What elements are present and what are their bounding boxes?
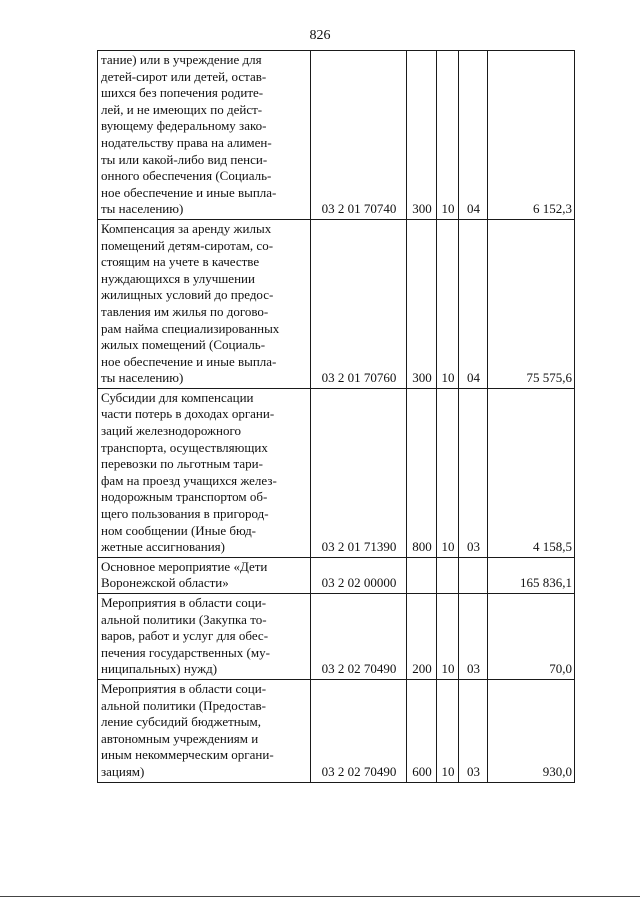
amount: 165 836,1 [488,557,575,593]
row-name: Мероприятия в области соци- альной политики (Закупка то- варов, работ и услуг для обес- печения государственных (му- ниципальных) нужд) [98,594,311,680]
target-article-code: 03 2 01 70760 [311,219,407,388]
table-row [98,219,575,388]
expense-type-code: 800 [407,388,437,557]
row-name: тание) или в учреждение для детей-сирот или детей, остав- шихся без попечения родите- лей, и не имеющих по дейст- вующему федеральному зако- нодательству права на алимен- ты или какой-либо вид пенси- онного обеспечения (Социаль- ное обеспечение и иные выпла- ты населению) [98,51,311,220]
subsection-code: 03 [459,679,488,782]
amount: 930,0 [488,679,575,782]
target-article-code: 03 2 02 70490 [311,679,407,782]
table-row [98,388,575,557]
section-code: 10 [437,594,459,680]
subsection-code: 03 [459,594,488,680]
amount: 75 575,6 [488,219,575,388]
subsection-code: 04 [459,219,488,388]
amount: 6 152,3 [488,51,575,220]
section-code: 10 [437,219,459,388]
table-row [98,594,575,680]
target-article-code: 03 2 01 70740 [311,51,407,220]
expense-type-code [407,557,437,593]
subsection-code [459,557,488,593]
row-name: Компенсация за аренду жилых помещений детям-сиротам, со- стоящим на учете в качестве нуждающихся в улучшении жилищных условий до предос- тавления им жилья по догово- рам найма специализированных жилых помещений (Социаль- ное обеспечение и иные выпла- ты населению) [98,219,311,388]
expense-type-code: 300 [407,219,437,388]
table-row [98,679,575,782]
table-row [98,557,575,593]
budget-table [97,50,575,783]
target-article-code: 03 2 02 70490 [311,594,407,680]
target-article-code: 03 2 01 71390 [311,388,407,557]
page-number: 826 [309,28,331,43]
subsection-code: 03 [459,388,488,557]
section-code: 10 [437,51,459,220]
row-name: Основное мероприятие «Дети Воронежской области» [98,557,311,593]
target-article-code: 03 2 02 00000 [311,557,407,593]
section-code [437,557,459,593]
row-name: Субсидии для компенсации части потерь в доходах органи- заций железнодорожного транспорта, осуществляющих перевозки по льготным тари- фам на проезд учащихся желез- нодорожным транспортом об- щего пользования в пригород- ном сообщении (Иные бюд- жетные ассигнования) [98,388,311,557]
amount: 70,0 [488,594,575,680]
amount: 4 158,5 [488,388,575,557]
table-row [98,51,575,220]
section-code: 10 [437,679,459,782]
page-bottom-rule [0,896,640,897]
row-name: Мероприятия в области соци- альной политики (Предостав- ление субсидий бюджетным, автономным учреждениям и иным некоммерческим органи- зациям) [98,679,311,782]
expense-type-code: 300 [407,51,437,220]
section-code: 10 [437,388,459,557]
subsection-code: 04 [459,51,488,220]
expense-type-code: 200 [407,594,437,680]
expense-type-code: 600 [407,679,437,782]
